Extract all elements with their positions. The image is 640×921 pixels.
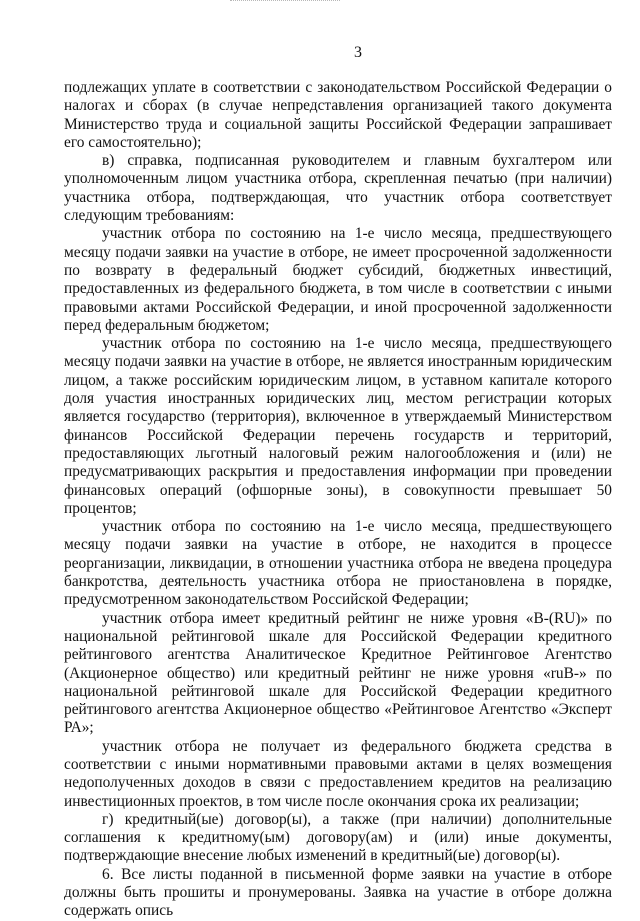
paragraph-requirement-not-foreign: участник отбора по состоянию на 1-е число месяца, предшествующего месяцу подачи заявки на участие в отборе, не является иностранным юридическим лицом, а также российским юридическим лицом, в уставном капитале которого доля участия иностранных юридических лиц, местом регистрации которых является государство (территория), включенное в утверждаемый Министерством финансов Российской Федерации перечень государств и территорий, предоставляющих льготный налоговый режим налогообложения и (или) не предусматривающих раскрытия и предоставления информации при проведении финансовых операций (офшорные зоны), в совокупности превышает 50 процентов; [64, 335, 612, 517]
paragraph-requirement-credit-rating: участник отбора имеет кредитный рейтинг не ниже уровня «B-(RU)» по национальной рейтинговой шкале для Российской Федерации кредитного рейтингового агентства Аналитическое Кредитное Рейтинговое Агентство (Акционерное общество) или кредитный рейтинг не ниже уровня «ruB-» по национальной рейтинговой шкале для Российской Федерации кредитного рейтингового агентства Акционерное общество «Рейтинговое Агентство «Эксперт РА»; [64, 609, 612, 737]
page-number: 3 [354, 44, 362, 61]
document-body [64, 79, 612, 921]
paragraph-requirement-no-reorganization: участник отбора по состоянию на 1-е число месяца, предшествующего месяцу подачи заявки на участие в отборе, не находится в процессе реорганизации, ликвидации, в отношении участника отбора не введена процедура банкротства, деятельность участника отбора не приостановлена в порядке, предусмотренном законодательством Российской Федерации; [64, 518, 612, 609]
paragraph-requirement-no-debt: участник отбора по состоянию на 1-е число месяца, предшествующего месяцу подачи заявки на участие в отборе, не имеет просроченной задолженности по возврату в федеральный бюджет субсидий, бюджетных инвестиций, предоставленных из федерального бюджета, в том числе в соответствии с иными правовыми актами Российской Федерации, и иной просроченной задолженности перед федеральным бюджетом; [64, 225, 612, 334]
paragraph-item-g-loan-agreements: г) кредитный(ые) договор(ы), а также (при наличии) дополнительные соглашения к кредитному(ым) договору(ам) и (или) иные документы, подтверждающие внесение любых изменений в кредитный(ые) договор(ы). [64, 810, 612, 865]
paragraph-continuation: подлежащих уплате в соответствии с законодательством Российской Федерации о налогах и сборах (в случае непредставления организацией такого документа Министерство труда и социальной защиты Российской Федерации запрашивает его самостоятельно); [64, 79, 612, 151]
paragraph-requirement-no-federal-funds: участник отбора не получает из федерального бюджета средства в соответствии с иными нормативными правовыми актами в целях возмещения недополученных доходов в связи с предоставлением кредитов на реализацию инвестиционных проектов, в том числе после окончания срока их реализации; [64, 737, 612, 810]
paragraph-section-6: 6. Все листы поданной в письменной форме заявки на участие в отборе должны быть прошиты и пронумерованы. Заявка на участие в отборе должна содержать опись [64, 865, 612, 920]
scan-artifact [230, 0, 340, 4]
paragraph-item-v-certificate: в) справка, подписанная руководителем и главным бухгалтером или уполномоченным лицом участника отбора, скрепленная печатью (при наличии) участника отбора, подтверждающая, что участник отбора соответствует следующим требованиям: [64, 152, 612, 225]
